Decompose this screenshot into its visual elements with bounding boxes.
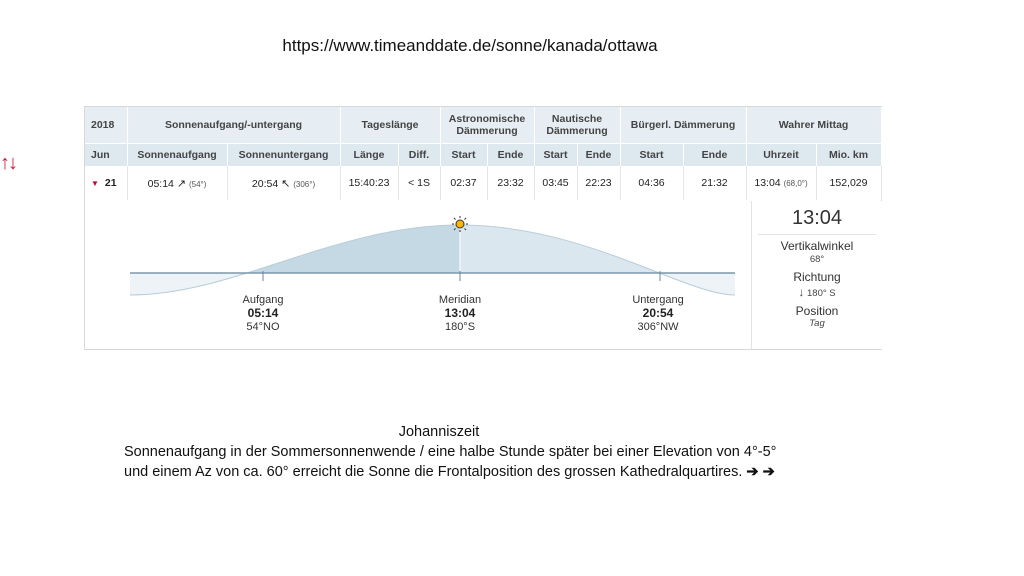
- caret-down-icon[interactable]: ▼: [91, 179, 99, 188]
- astro-end-cell: 23:32: [487, 166, 534, 200]
- table-header-columns: [85, 144, 881, 167]
- up-down-arrows-icon[interactable]: ↑↓: [0, 152, 16, 174]
- sunset-event-direction: 306°NW: [637, 321, 679, 333]
- diff-cell: < 1S: [398, 166, 440, 200]
- direction-value: 180° S: [807, 288, 836, 299]
- noon-time: 13:04: [754, 177, 781, 189]
- direction-row: [752, 285, 882, 299]
- sunrise-event: [218, 294, 308, 334]
- solar-noon-header: Wahrer Mittag: [746, 107, 881, 144]
- sunrise-azimuth: (54°): [188, 179, 207, 189]
- table-header-groups: [85, 107, 881, 144]
- length-col-header: Länge: [340, 144, 398, 167]
- sun-widget: [84, 106, 882, 350]
- month-header: Jun: [85, 144, 127, 167]
- civil-end-cell: 21:32: [683, 166, 746, 200]
- daylength-header: Tageslänge: [340, 107, 440, 144]
- sunset-azimuth: (306°): [293, 179, 316, 189]
- sunrise-event-label: Aufgang: [242, 294, 284, 306]
- noon-time-col-header: Uhrzeit: [746, 144, 816, 167]
- sunrise-event-time: 05:14: [247, 306, 279, 320]
- day-value: 21: [104, 177, 117, 189]
- sunset-cell: [227, 166, 340, 200]
- caption-line-1: Sonnenaufgang in der Sommersonnenwende / eine halbe Stunde später bei einer Elevation von 4°-5°: [124, 444, 777, 460]
- sunset-time: 20:54: [251, 177, 279, 190]
- position-value: Tag: [809, 318, 825, 329]
- sunset-event-time: 20:54: [642, 306, 674, 320]
- diff-col-header: Diff.: [398, 144, 440, 167]
- arrow-right-icon: ➔ ➔: [746, 464, 775, 480]
- current-time: 13:04: [791, 207, 843, 229]
- sunset-event: [613, 294, 703, 334]
- vertical-angle-value: 68°: [809, 254, 825, 265]
- panel-divider: [758, 234, 876, 235]
- meridian-event: [415, 294, 505, 334]
- table-row[interactable]: [85, 166, 881, 200]
- caption-title: Johanniszeit: [398, 424, 480, 440]
- year-header: 2018: [85, 107, 127, 144]
- meridian-event-direction: 180°S: [444, 321, 476, 333]
- astro-start-cell: 02:37: [440, 166, 487, 200]
- distance-cell: 152,029: [816, 166, 881, 200]
- astro-end-col-header: Ende: [487, 144, 534, 167]
- astro-twilight-header: Astronomische Dämmerung: [440, 107, 534, 144]
- civil-end-col-header: Ende: [683, 144, 746, 167]
- noon-cell: [746, 166, 816, 200]
- sunrise-time: 05:14: [147, 177, 174, 190]
- nautic-end-col-header: Ende: [577, 144, 620, 167]
- sun-path-graph[interactable]: [85, 201, 751, 349]
- noon-elevation: (68,0°): [783, 179, 808, 188]
- caption: [124, 422, 904, 482]
- vertical-angle-label: Vertikalwinkel: [780, 239, 854, 253]
- sunset-col-header: Sonnenuntergang: [227, 144, 340, 167]
- sunrise-col-header: Sonnenaufgang: [127, 144, 227, 167]
- nautic-end-cell: 22:23: [577, 166, 620, 200]
- meridian-event-label: Meridian: [438, 294, 482, 306]
- daylength-cell: 15:40:23: [340, 166, 398, 200]
- sunset-event-label: Untergang: [632, 294, 684, 306]
- sunrise-cell: [127, 166, 227, 200]
- civil-start-col-header: Start: [620, 144, 683, 167]
- sun-table: [85, 107, 882, 200]
- position-label: Position: [795, 304, 839, 318]
- sunset-direction-icon: ↖: [281, 177, 291, 190]
- astro-start-col-header: Start: [440, 144, 487, 167]
- day-cell[interactable]: [85, 166, 127, 200]
- sun-info-panel: [751, 201, 882, 349]
- caption-line-2: und einem Az von ca. 60° erreicht die Sonne die Frontalposition des grossen Kathedralquartires.: [124, 464, 743, 480]
- civil-start-cell: 04:36: [620, 166, 683, 200]
- nautic-start-col-header: Start: [534, 144, 577, 167]
- sunrise-direction-icon: ↗: [176, 177, 187, 190]
- distance-col-header: Mio. km: [816, 144, 881, 167]
- civil-twilight-header: Bürgerl. Dämmerung: [620, 107, 746, 144]
- sunrise-sunset-header: Sonnenaufgang/-untergang: [127, 107, 340, 144]
- direction-label: Richtung: [793, 270, 841, 284]
- nautic-twilight-header: Nautische Dämmerung: [534, 107, 620, 144]
- sunrise-event-direction: 54°NO: [246, 321, 280, 333]
- nautic-start-cell: 03:45: [534, 166, 577, 200]
- source-url: https://www.timeanddate.de/sonne/kanada/ottawa: [282, 36, 658, 55]
- caption-line-2-wrap: [124, 462, 904, 482]
- arrow-down-icon: ↓: [798, 285, 805, 299]
- meridian-event-time: 13:04: [444, 306, 476, 320]
